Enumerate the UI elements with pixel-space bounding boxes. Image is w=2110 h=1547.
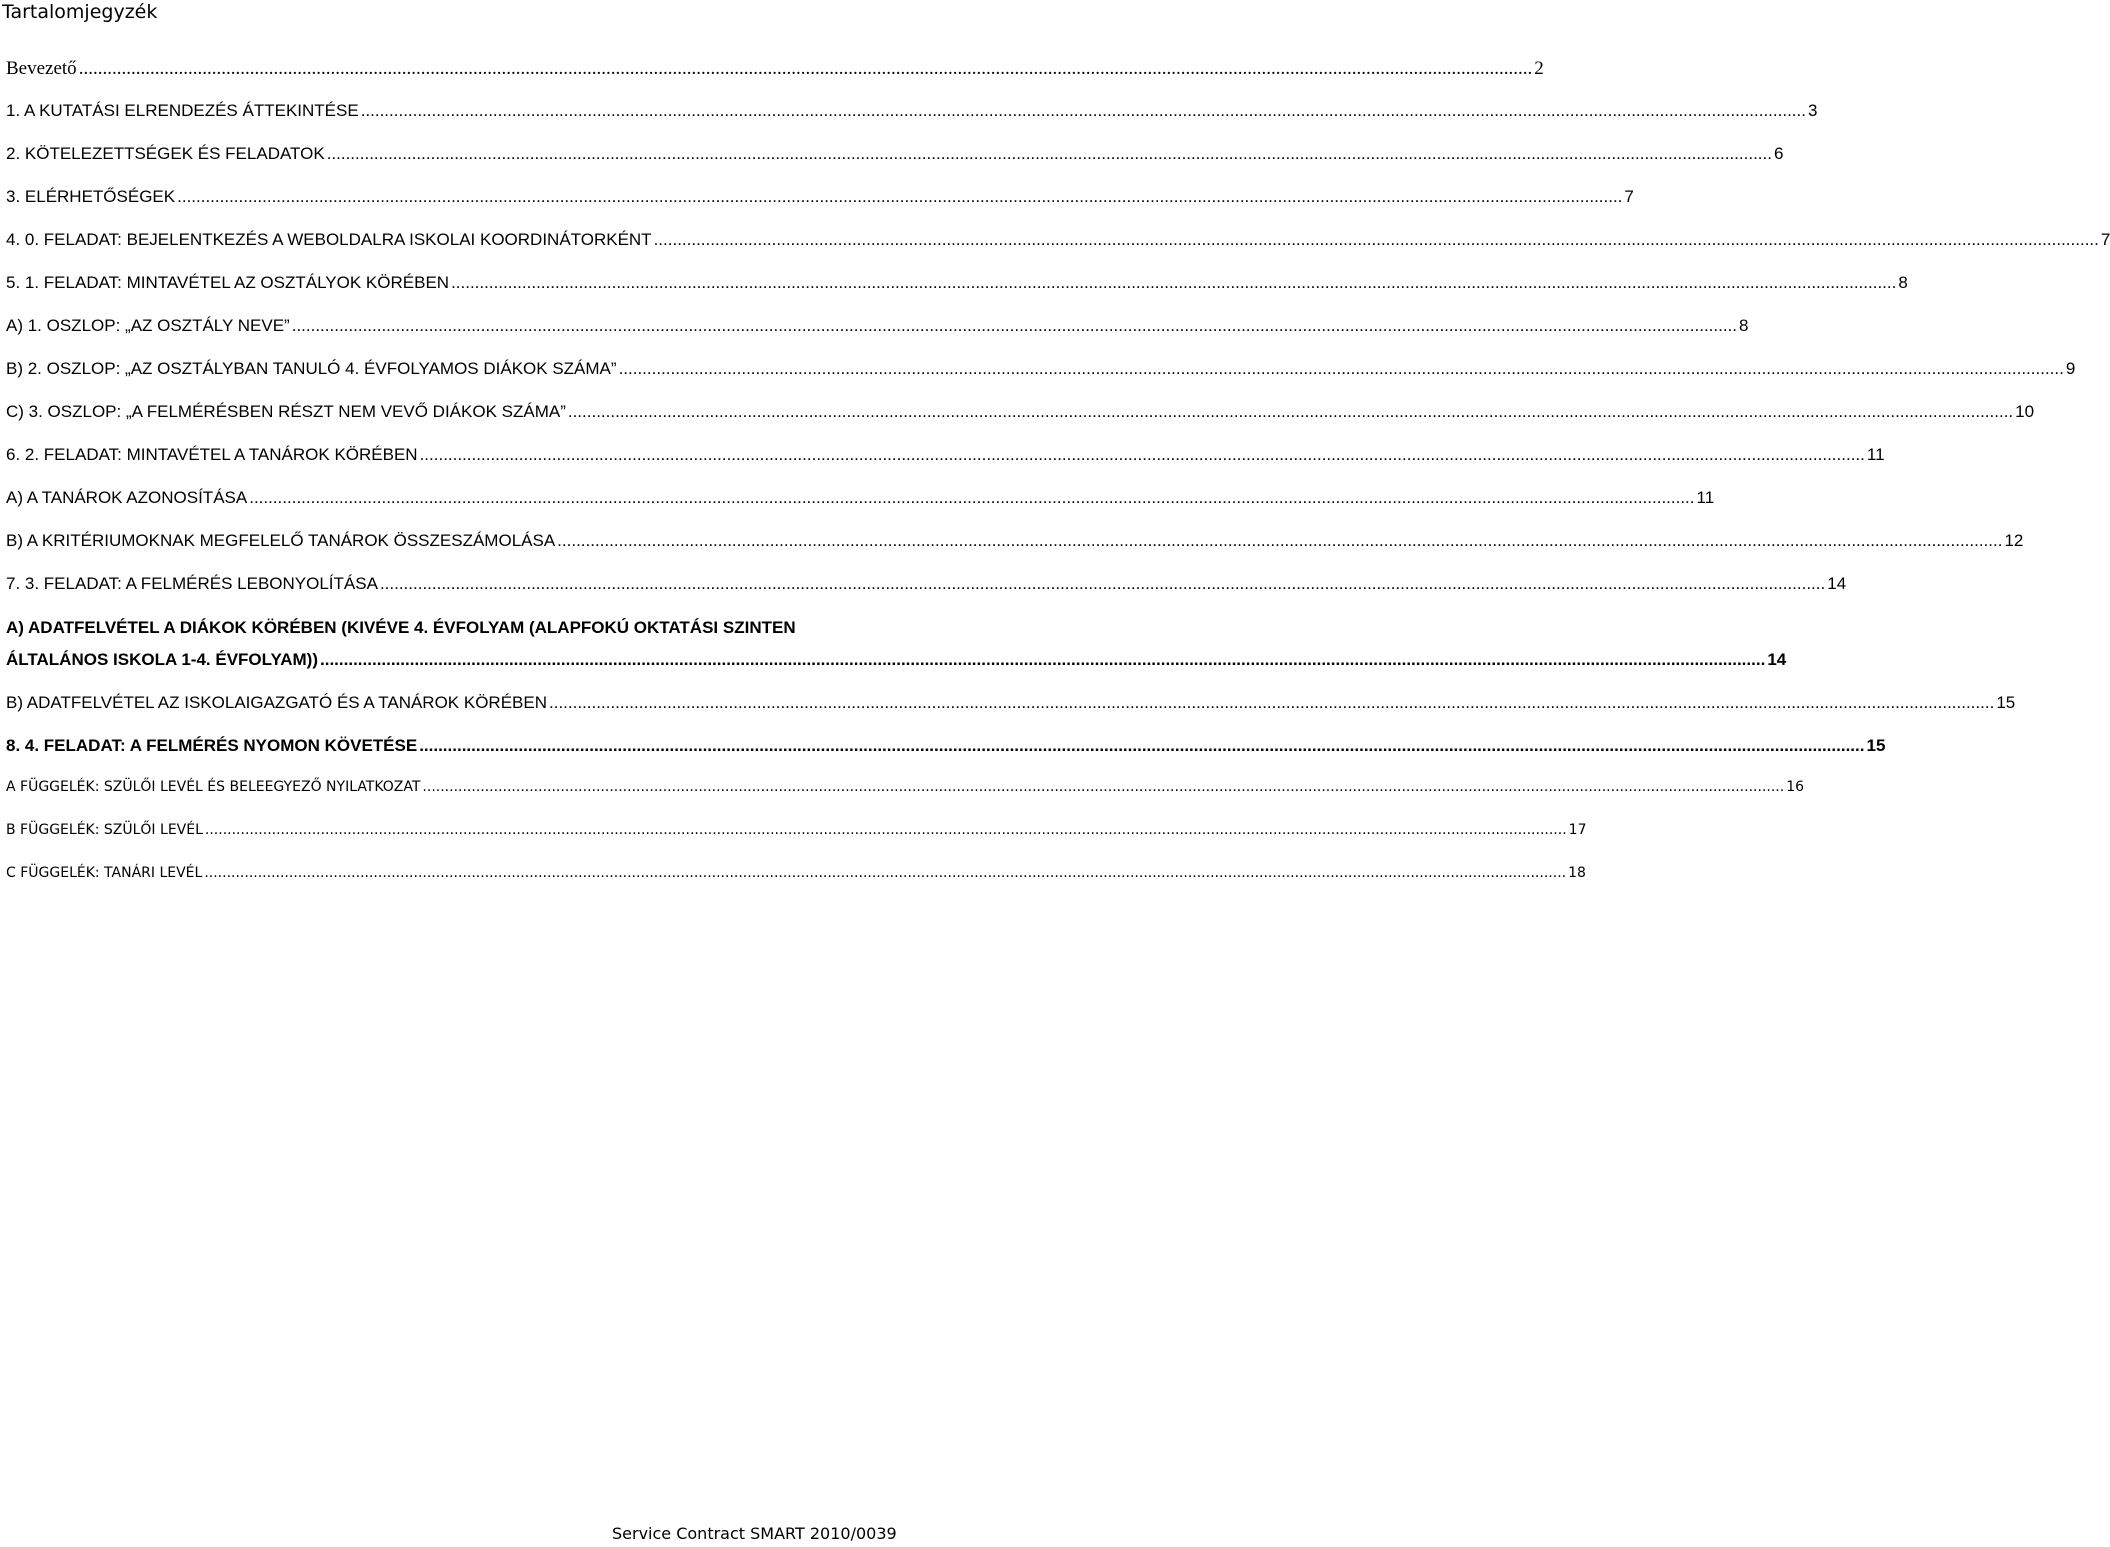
toc-page-number: 8 [1739, 316, 1749, 335]
toc-entry-title: 6. 2. FELADAT: MINTAVÉTEL A TANÁROK KÖRÉBEN [6, 445, 418, 464]
toc-page-number: 7 [2100, 230, 2110, 249]
toc-page-number: 2 [1534, 58, 1544, 79]
toc-entry-line [6, 574, 1847, 598]
toc-entry[interactable] [6, 779, 1805, 803]
toc-entry-line [6, 101, 1818, 125]
toc-entry-line [6, 445, 1885, 469]
toc-entry[interactable] [6, 488, 1715, 512]
dot-leader [619, 359, 2064, 379]
toc-entry-line [6, 402, 2035, 426]
dot-leader [422, 779, 1784, 795]
toc-entry-line [6, 316, 1749, 340]
toc-entry-title-continued: ÁLTALÁNOS ISKOLA 1-4. ÉVFOLYAM)) [6, 650, 319, 669]
toc-entry-title: 5. 1. FELADAT: MINTAVÉTEL AZ OSZTÁLYOK KÖRÉBEN [6, 273, 450, 292]
toc-entry-line [6, 865, 1586, 889]
toc-entry-line [6, 187, 1634, 211]
toc-page-number: 10 [2015, 402, 2035, 421]
toc-page-number: 12 [2004, 531, 2024, 550]
dot-leader [205, 822, 1567, 838]
toc-entry-line-2 [6, 650, 1787, 674]
toc-entry-title: B) ADATFELVÉTEL AZ ISKOLAIGAZGATÓ ÉS A TANÁROK KÖRÉBEN [6, 693, 548, 712]
toc-entry[interactable] [6, 273, 1908, 297]
toc-page-number: 11 [1866, 445, 1885, 464]
toc-entry-line [6, 618, 960, 642]
toc-page-number: 14 [1827, 574, 1847, 593]
toc-page-number: 14 [1767, 650, 1787, 669]
toc-entry[interactable] [6, 693, 2016, 717]
toc-entry-title: 7. 3. FELADAT: A FELMÉRÉS LEBONYOLÍTÁSA [6, 574, 378, 593]
toc-entry-title: A) A TANÁROK AZONOSÍTÁSA [6, 488, 248, 507]
toc-entry[interactable] [6, 144, 1784, 168]
dot-leader [654, 230, 2099, 250]
toc-entry[interactable] [6, 865, 1586, 889]
dot-leader [557, 531, 2002, 551]
toc-heading: Tartalomjegyzék [2, 1, 158, 23]
toc-page-number: 8 [1898, 273, 1908, 292]
toc-entry-line [6, 273, 1908, 297]
toc-entry-title: 8. 4. FELADAT: A FELMÉRÉS NYOMON KÖVETÉSE [6, 736, 418, 755]
toc-entry-title: B) A KRITÉRIUMOKNAK MEGFELELŐ TANÁROK ÖSSZESZÁMOLÁSA [6, 531, 556, 550]
toc-page-number: 9 [2065, 359, 2076, 378]
toc-entry-title: A FÜGGELÉK: SZÜLŐI LEVÉL ÉS BELEEGYEZŐ NYILATKOZAT [6, 779, 421, 795]
toc-entry-title: 2. KÖTELEZETTSÉGEK ÉS FELADATOK [6, 144, 325, 163]
dot-leader [380, 574, 1825, 594]
toc-entry-title: C FÜGGELÉK: TANÁRI LEVÉL [6, 865, 203, 881]
toc-entry[interactable] [6, 58, 1544, 82]
toc-page-number: 15 [1866, 736, 1886, 755]
toc-entry-line [6, 58, 1544, 82]
toc-entry-title: 3. ELÉRHETŐSÉGEK [6, 187, 176, 206]
toc-entry-title: B FÜGGELÉK: SZÜLŐI LEVÉL [6, 822, 203, 838]
toc-entry-line [6, 144, 1784, 168]
toc-entry[interactable] [6, 736, 1886, 760]
toc-page-number: 18 [1568, 865, 1586, 881]
toc-entry-line [6, 822, 1587, 846]
toc-page-number: 11 [1696, 488, 1715, 507]
toc-entry-line [6, 693, 2016, 717]
toc-entry[interactable] [6, 574, 1847, 598]
toc-page-number: 3 [1807, 101, 1818, 120]
toc-entry-title: C) 3. OSZLOP: „A FELMÉRÉSBEN RÉSZT NEM VEVŐ DIÁKOK SZÁMA” [6, 402, 566, 421]
dot-leader [451, 273, 1896, 293]
toc-entry[interactable] [6, 101, 1818, 125]
dot-leader [204, 865, 1566, 881]
toc-entry[interactable] [6, 531, 2024, 555]
dot-leader [249, 488, 1694, 508]
toc-entry-line [6, 779, 1805, 803]
toc-entry-line [6, 359, 2076, 383]
toc-entry-title: 4. 0. FELADAT: BEJELENTKEZÉS A WEBOLDALRA ISKOLAI KOORDINÁTORKÉNT [6, 230, 652, 249]
dot-leader [361, 101, 1806, 121]
toc-entry-title: A) ADATFELVÉTEL A DIÁKOK KÖRÉBEN (KIVÉVE 4. ÉVFOLYAM (ALAPFOKÚ OKTATÁSI SZINTEN [6, 618, 796, 637]
toc-page-number: 6 [1773, 144, 1784, 163]
toc-entry[interactable] [6, 822, 1587, 846]
toc-entry-line [6, 488, 1715, 512]
toc-entry[interactable] [6, 445, 1885, 469]
toc-entry-title: A) 1. OSZLOP: „AZ OSZTÁLY NEVE” [6, 316, 290, 335]
toc-entry-line [6, 736, 1886, 760]
toc-entry[interactable] [6, 230, 2110, 254]
toc-entry-line [6, 230, 2110, 254]
dot-leader [420, 445, 1865, 465]
dot-leader [320, 650, 1765, 670]
toc-page-number: 7 [1624, 187, 1634, 206]
toc-entry[interactable] [6, 359, 2076, 383]
dot-leader [79, 58, 1533, 80]
footer-contract: Service Contract SMART 2010/0039 [612, 1524, 897, 1543]
toc-page-number: 15 [1996, 693, 2016, 712]
dot-leader [177, 187, 1622, 207]
toc-entry-line [6, 531, 2024, 555]
toc-entry-title: B) 2. OSZLOP: „AZ OSZTÁLYBAN TANULÓ 4. ÉVFOLYAMOS DIÁKOK SZÁMA” [6, 359, 617, 378]
dot-leader [292, 316, 1737, 336]
dot-leader [419, 736, 1864, 756]
dot-leader [568, 402, 2013, 422]
toc-entry[interactable] [6, 187, 1634, 211]
dot-leader [327, 144, 1772, 164]
toc-entry-title: 1. A KUTATÁSI ELRENDEZÉS ÁTTEKINTÉSE [6, 101, 359, 120]
toc-entry[interactable] [6, 316, 1749, 340]
dot-leader [549, 693, 1994, 713]
toc-page-number: 16 [1786, 779, 1805, 795]
toc-entry[interactable] [6, 618, 1787, 674]
toc-page-number: 17 [1568, 822, 1587, 838]
toc-entry[interactable] [6, 402, 2035, 426]
toc-entry-title: Bevezető [6, 58, 77, 79]
